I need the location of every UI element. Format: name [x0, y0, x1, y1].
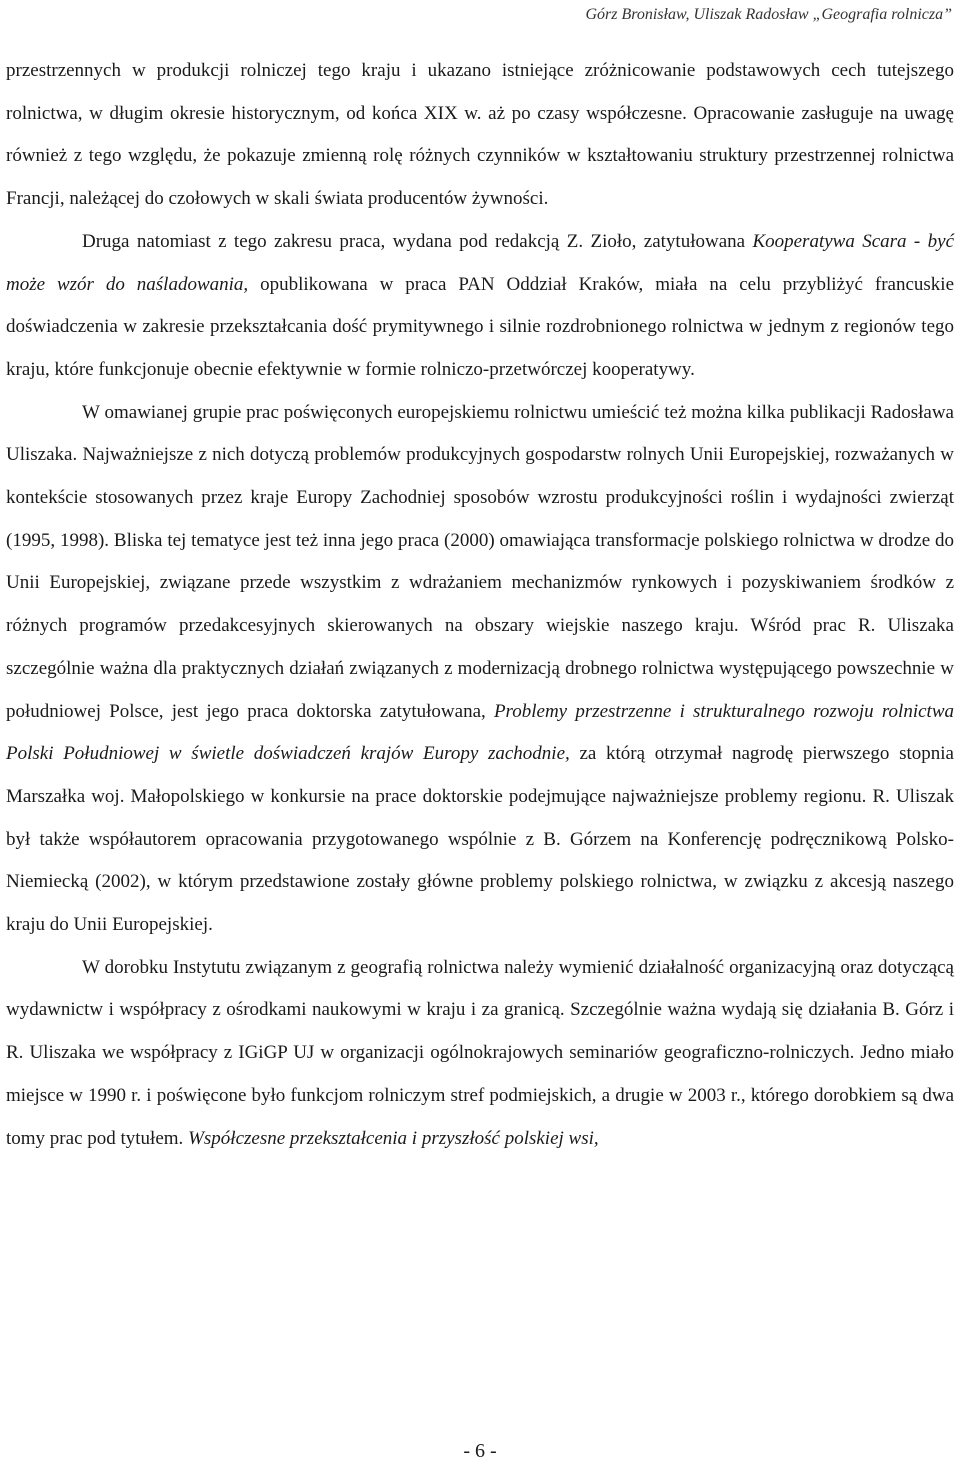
italic-title: Kooperatywa Scara - być może wzór do naśladowania,	[6, 230, 954, 295]
text-run: W dorobku Instytutu związanym z geografią rolnictwa należy wymienić działalność organizacyjną oraz dotyczącą wydawnictw i współpracy z ośrodkami naukowymi w kraju i za granicą. Szczególnie ważna wydają się działania B. Górz i R. Uliszaka we współpracy z IGiGP UJ w organizacji ogólnokrajowych seminariów geograficzno-rolniczych. Jedno miało miejsce w 1990 r. i poświęcone było funkcjom rolniczym stref podmiejskich, a drugie w 2003 r., którego dorobkiem są dwa tomy prac pod tytułem.	[6, 956, 954, 1149]
paragraph	[6, 947, 954, 1161]
page-number: - 6 -	[463, 1440, 497, 1462]
running-header: Górz Bronisław, Uliszak Radosław „Geografia rolnicza”	[585, 6, 952, 23]
text-run: Druga natomiast z tego zakresu praca, wydana pod redakcją Z. Zioło, zatytułowana	[82, 230, 753, 252]
paragraph	[6, 221, 954, 392]
text-run: W omawianej grupie prac poświęconych europejskiemu rolnictwu umieścić też można kilka publikacji Radosława Uliszaka. Najważniejsze z nich dotyczą problemów produkcyjnych gospodarstw rolnych Unii Europejskiej, rozważanych w kontekście stosowanych przez kraje Europy Zachodniej sposobów wzrostu produkcyjności roślin i wydajności zwierząt (1995, 1998). Bliska tej tematyce jest też inna jego praca (2000) omawiająca transformacje polskiego rolnictwa w drodze do Unii Europejskiej, związane przede wszystkim z wdrażaniem mechanizmów rynkowych i pozyskiwaniem środków z różnych programów przedakcesyjnych skierowanych na obszary wiejskie naszego kraju. Wśród prac R. Uliszaka szczególnie ważna dla praktycznych działań związanych z modernizacją drobnego rolnictwa występującego powszechnie w południowej Polsce, jest jego praca doktorska zatytułowana,	[6, 401, 954, 722]
text-run: opublikowana w praca PAN Oddział Kraków, miała na celu przybliżyć francuskie doświadczenia w zakresie przekształcania dość prymitywnego i silnie rozdrobnionego rolnictwa w jednym z regionów tego kraju, które funkcjonuje obecnie efektywnie w formie rolniczo-przetwórczej kooperatywy.	[6, 273, 954, 380]
italic-title: Współczesne przekształcenia i przyszłość polskiej wsi,	[188, 1127, 599, 1149]
text-run: przestrzennych w produkcji rolniczej tego kraju i ukazano istniejące zróżnicowanie podstawowych cech tutejszego rolnictwa, w długim okresie historycznym, od końca XIX w. aż po czasy współczesne. Opracowanie zasługuje na uwagę również z tego względu, że pokazuje zmienną rolę różnych czynników w kształtowaniu struktury przestrzennej rolnictwa Francji, należącej do czołowych w skali świata producentów żywności.	[6, 60, 954, 210]
document-body	[6, 50, 954, 1160]
text-run: za którą otrzymał nagrodę pierwszego stopnia Marszałka woj. Małopolskiego w konkursie na prace doktorskie podejmujące najważniejsze problemy regionu. R. Uliszak był także współautorem opracowania przygotowanego wspólnie z B. Górzem na Konferencję podręcznikową Polsko-Niemiecką (2002), w którym przedstawione zostały główne problemy polskiego rolnictwa, w związku z akcesją naszego kraju do Unii Europejskiej.	[6, 743, 954, 936]
paragraph	[6, 50, 954, 221]
paragraph	[6, 392, 954, 947]
italic-title: Problemy przestrzenne i strukturalnego rozwoju rolnictwa Polski Południowej w świetle doświadczeń krajów Europy zachodnie,	[6, 700, 954, 765]
